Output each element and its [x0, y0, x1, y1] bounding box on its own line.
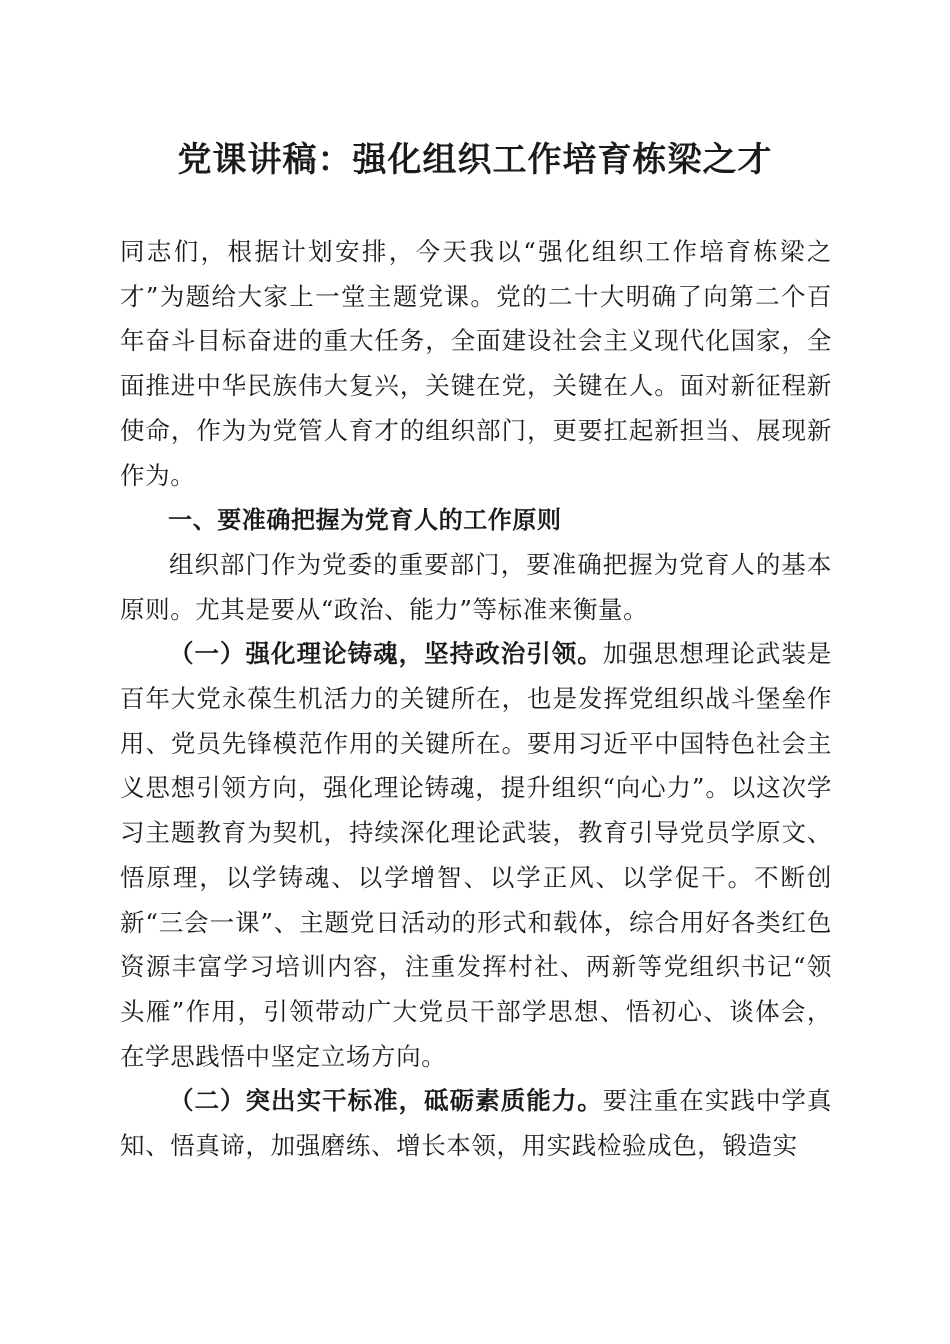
item-two-lead: （二）突出实干标准，砥砺素质能力。	[169, 1086, 603, 1116]
item-one-lead: （一）强化理论铸魂，坚持政治引领。	[169, 639, 603, 669]
item-one-paragraph	[120, 632, 832, 1079]
section-paragraph: 组织部门作为党委的重要部门，要准确把握为党育人的基本原则。尤其是要从“政治、能力”等标准来衡量。	[120, 549, 832, 624]
document-body	[120, 230, 832, 1169]
intro-paragraph: 同志们，根据计划安排，今天我以“强化组织工作培育栋梁之才”为题给大家上一堂主题党课。党的二十大明确了向第二个百年奋斗目标奋进的重大任务，全面建设社会主义现代化国家，全面推进中华民族伟大复兴，关键在党，关键在人。面对新征程新使命，作为为党管人育才的组织部门，更要扛起新担当、展现新作为。	[120, 237, 832, 490]
document-title: 党课讲稿：强化组织工作培育栋梁之才	[177, 140, 773, 180]
item-two-paragraph	[120, 1079, 832, 1168]
item-one-text: 加强思想理论武装是百年大党永葆生机活力的关键所在，也是发挥党组织战斗堡垒作用、党员先锋模范作用的关键所在。要用习近平中国特色社会主义思想引领方向，强化理论铸魂，提升组织“向心力”。以这次学习主题教育为契机，持续深化理论武装，教育引导党员学原文、悟原理，以学铸魂、以学增智、以学正风、以学促干。不断创新“三会一课”、主题党日活动的形式和载体，综合用好各类红色资源丰富学习培训内容，注重发挥村社、两新等党组织书记“领头雁”作用，引领带动广大党员干部学思想、悟初心、谈体会，在学思践悟中坚定立场方向。	[120, 639, 832, 1071]
section-heading: 一、要准确把握为党育人的工作原则	[168, 506, 562, 535]
item-two-text: 要注重在实践中学真知、悟真谛，加强磨练、增长本领，用实践检验成色，锻造实	[120, 1086, 832, 1161]
